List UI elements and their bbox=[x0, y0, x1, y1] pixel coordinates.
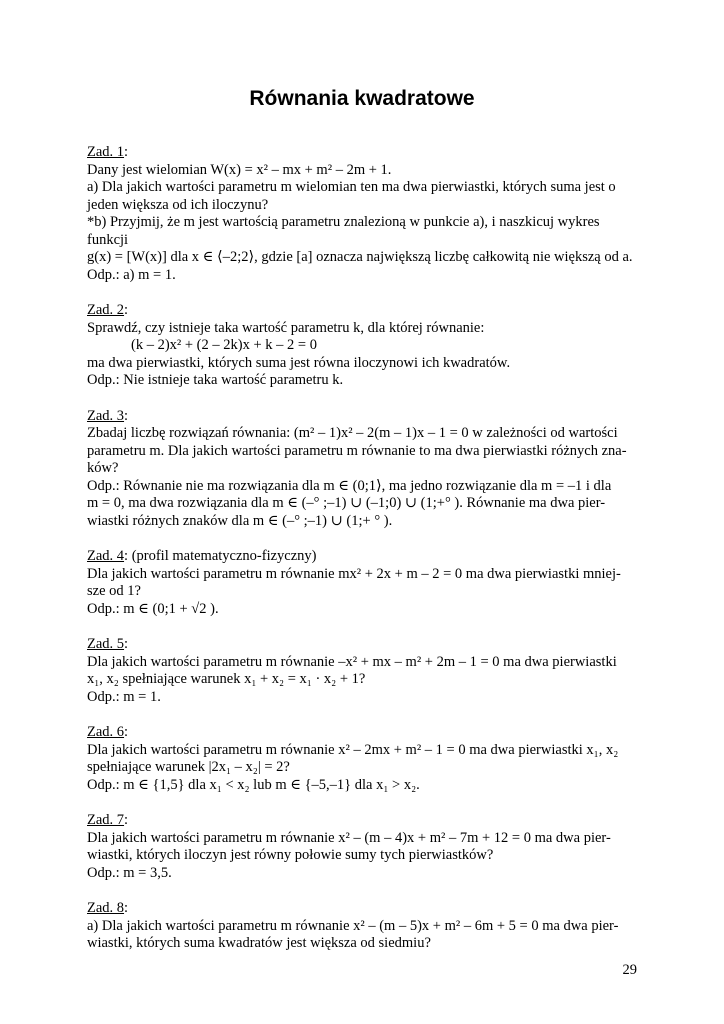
task-answer: Odp.: m ∈ {1,5} dla x₁ < x₂ lub m ∈ {–5,–1} dla x₁ > x₂. bbox=[87, 776, 420, 793]
task-7 bbox=[87, 812, 647, 882]
task-6 bbox=[87, 724, 647, 794]
task-3 bbox=[87, 408, 647, 531]
task-line: Dla jakich wartości parametru m równanie mx² + 2x + m – 2 = 0 ma dwa pierwiastki mniej- bbox=[87, 565, 621, 582]
task-line: g(x) = [W(x)] dla x ∈ ⟨–2;2⟩, gdzie [a] oznacza największą liczbę całkowitą nie większą od a. bbox=[87, 249, 633, 265]
task-line: wiastki, których iloczyn jest równy połowie sumy tych pierwiastków? bbox=[87, 847, 494, 863]
task-5 bbox=[87, 636, 647, 706]
task-line: *b) Przyjmij, że m jest wartością parametru znalezioną w punkcie a), i naszkicuj wykres bbox=[87, 214, 600, 230]
task-line: sze od 1? bbox=[87, 583, 141, 599]
task-heading-suffix: : bbox=[124, 407, 129, 424]
task-answer-line: wiastki różnych znaków dla m ∈ (–° ;–1) ∪ (1;+ ° ). bbox=[87, 512, 393, 529]
task-answer: Odp.: m ∈ (0;1 + √2 ). bbox=[87, 600, 219, 617]
task-line: Dla jakich wartości parametru m równanie –x² + mx – m² + 2m – 1 = 0 ma dwa pierwiastki bbox=[87, 653, 617, 670]
task-equation: (k – 2)x² + (2 – 2k)x + k – 2 = 0 bbox=[131, 337, 317, 353]
task-heading bbox=[87, 144, 647, 162]
task-line: x₁, x₂ spełniające warunek x₁ + x₂ = x₁ · x₂ + 1? bbox=[87, 671, 366, 687]
task-heading-suffix: : bbox=[124, 724, 129, 740]
task-label: Zad. 6 bbox=[87, 724, 125, 740]
task-line: Sprawdź, czy istnieje taka wartość parametru k, dla której równanie: bbox=[87, 319, 485, 336]
task-heading-suffix: : bbox=[124, 812, 129, 828]
task-answer: Odp.: Nie istnieje taka wartość parametru k. bbox=[87, 372, 344, 388]
task-heading bbox=[87, 548, 647, 566]
task-heading bbox=[87, 636, 647, 654]
task-label: Zad. 4 bbox=[87, 548, 125, 564]
task-label: Zad. 7 bbox=[87, 812, 125, 828]
task-label: Zad. 2 bbox=[87, 302, 125, 318]
task-heading-suffix: : bbox=[124, 302, 129, 318]
task-line: a) Dla jakich wartości parametru m równanie x² – (m – 5)x + m² – 6m + 5 = 0 ma dwa pier- bbox=[87, 917, 619, 934]
task-answer: Odp.: m = 3,5. bbox=[87, 864, 172, 881]
task-line: ków? bbox=[87, 460, 119, 476]
task-4 bbox=[87, 548, 647, 618]
task-answer: Odp.: a) m = 1. bbox=[87, 266, 176, 283]
task-line: funkcji bbox=[87, 231, 129, 248]
task-heading-suffix: : (profil matematyczno-fizyczny) bbox=[124, 548, 317, 564]
task-label: Zad. 8 bbox=[87, 900, 125, 916]
task-label: Zad. 3 bbox=[87, 407, 125, 424]
task-line: a) Dla jakich wartości parametru m wielomian ten ma dwa pierwiastki, których suma jest o bbox=[87, 179, 616, 195]
task-line: Zbadaj liczbę rozwiązań równania: (m² – 1)x² – 2(m – 1)x – 1 = 0 w zależności od wartości bbox=[87, 425, 618, 441]
task-answer-line: m = 0, ma dwa rozwiązania dla m ∈ (–° ;–1) ∪ (–1;0) ∪ (1;+° ). Równanie ma dwa pier- bbox=[87, 495, 606, 511]
task-line: Dany jest wielomian W(x) = x² – mx + m² – 2m + 1. bbox=[87, 161, 392, 178]
task-1 bbox=[87, 144, 647, 284]
task-line: spełniające warunek |2x₁ – x₂| = 2? bbox=[87, 759, 290, 775]
task-label: Zad. 5 bbox=[87, 636, 125, 652]
task-line: parametru m. Dla jakich wartości parametru m równanie to ma dwa pierwiastki różnych zna- bbox=[87, 442, 627, 459]
task-answer: Odp.: Równanie nie ma rozwiązania dla m ∈ (0;1⟩, ma jedno rozwiązanie dla m = –1 i dla bbox=[87, 477, 612, 494]
task-heading bbox=[87, 900, 647, 918]
task-line: Dla jakich wartości parametru m równanie x² – (m – 4)x + m² – 7m + 12 = 0 ma dwa pier- bbox=[87, 829, 611, 846]
task-list bbox=[87, 144, 647, 971]
task-8 bbox=[87, 900, 647, 953]
task-heading bbox=[87, 724, 647, 742]
task-line: wiastki, których suma kwadratów jest większa od siedmiu? bbox=[87, 935, 431, 951]
task-heading bbox=[87, 812, 647, 830]
task-heading-suffix: : bbox=[124, 636, 129, 652]
task-answer: Odp.: m = 1. bbox=[87, 688, 161, 705]
task-line: Dla jakich wartości parametru m równanie x² – 2mx + m² – 1 = 0 ma dwa pierwiastki x₁, x₂ bbox=[87, 741, 619, 758]
task-line: jeden większa od ich iloczynu? bbox=[87, 196, 269, 213]
task-line: ma dwa pierwiastki, których suma jest równa iloczynowi ich kwadratów. bbox=[87, 354, 511, 371]
task-2 bbox=[87, 302, 647, 390]
task-label: Zad. 1 bbox=[87, 144, 125, 160]
page-title: Równania kwadratowe bbox=[249, 87, 475, 110]
task-heading-suffix: : bbox=[124, 900, 129, 916]
task-heading bbox=[87, 408, 647, 426]
task-heading-suffix: : bbox=[124, 144, 129, 160]
task-heading bbox=[87, 302, 647, 320]
page-number: 29 bbox=[622, 962, 637, 978]
